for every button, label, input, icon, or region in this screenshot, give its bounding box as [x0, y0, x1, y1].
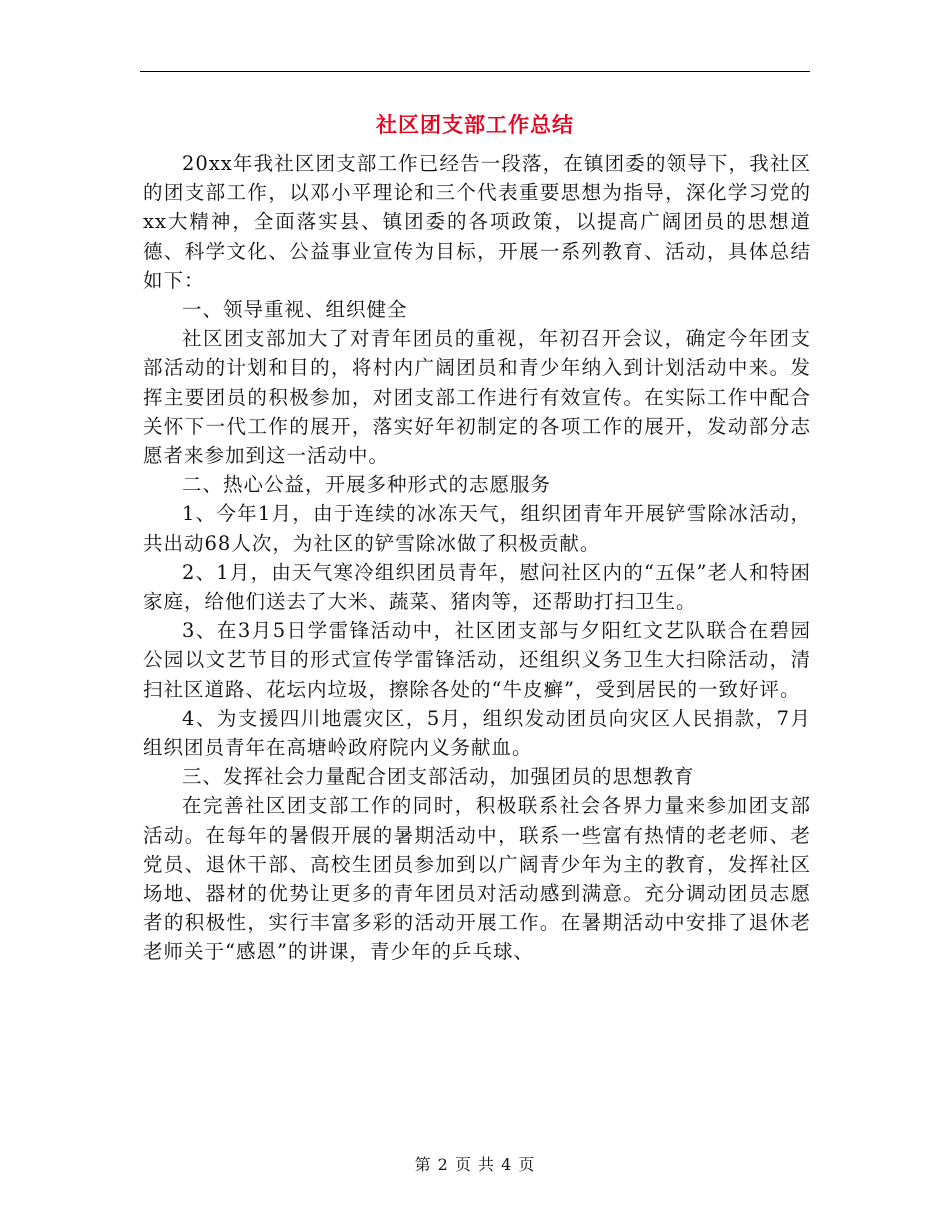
section-heading-1: 一、领导重视、组织健全: [182, 298, 408, 322]
list-item-1: 1、今年1月，由于连续的冰冻天气，组织团青年开展铲雪除冰活动，共出动68人次，为社区的铲雪除冰做了积极贡献。: [143, 502, 811, 555]
section-heading-3: 三、发挥社会力量配合团支部活动，加强团员的思想教育: [182, 765, 695, 789]
section-heading-2: 二、热心公益，开展多种形式的志愿服务: [182, 473, 552, 497]
document-title: 社区团支部工作总结: [376, 112, 574, 137]
page-number-footer: 第 2 页 共 4 页: [414, 1155, 536, 1174]
paragraph-section-1: 社区团支部加大了对青年团员的重视，年初召开会议，确定今年团支部活动的计划和目的，将村内广阔团员和青少年纳入到计划活动中来。发挥主要团员的积极参加，对团支部工作进行有效宣传。在实际工作中配合关怀下一代工作的展开，落实好年初制定的各项工作的展开，发动部分志愿者来参加到这一活动中。: [143, 327, 811, 468]
header-rule: [140, 71, 810, 72]
list-item-2: 2、1月，由天气寒冷组织团员青年，慰问社区内的“五保”老人和特困家庭，给他们送去了大米、蔬菜、猪肉等，还帮助打扫卫生。: [143, 560, 811, 614]
list-item-3: 3、在3月5日学雷锋活动中，社区团支部与夕阳红文艺队联合在碧园公园以文艺节目的形式宣传学雷锋活动，还组织义务卫生大扫除活动，清扫社区道路、花坛内垃圾，擦除各处的“牛皮癣”，受到居民的一致好评。: [143, 619, 811, 701]
paragraph-section-3: 在完善社区团支部工作的同时，积极联系社会各界力量来参加团支部活动。在每年的暑假开展的暑期活动中，联系一些富有热情的老老师、老党员、退休干部、高校生团员参加到以广阔青少年为主的教育，发挥社区场地、器材的优势让更多的青年团员对活动感到满意。充分调动团员志愿者的积极性，实行丰富多彩的活动开展工作。在暑期活动中安排了退休老老师关于“感恩”的讲课，青少年的乒乓球、: [143, 794, 811, 964]
paragraph-intro: 20xx年我社区团支部工作已经告一段落，在镇团委的领导下，我社区的团支部工作，以邓小平理论和三个代表重要思想为指导，深化学习党的xx大精神，全面落实县、镇团委的各项政策，以提高广阔团员的思想道德、科学文化、公益事业宣传为目标，开展一系列教育、活动，具体总结如下：: [143, 152, 811, 292]
list-item-4: 4、为支援四川地震灾区，5月，组织发动团员向灾区人民捐款，7月组织团员青年在高塘岭政府院内义务献血。: [143, 706, 811, 760]
document-body: [143, 149, 811, 967]
